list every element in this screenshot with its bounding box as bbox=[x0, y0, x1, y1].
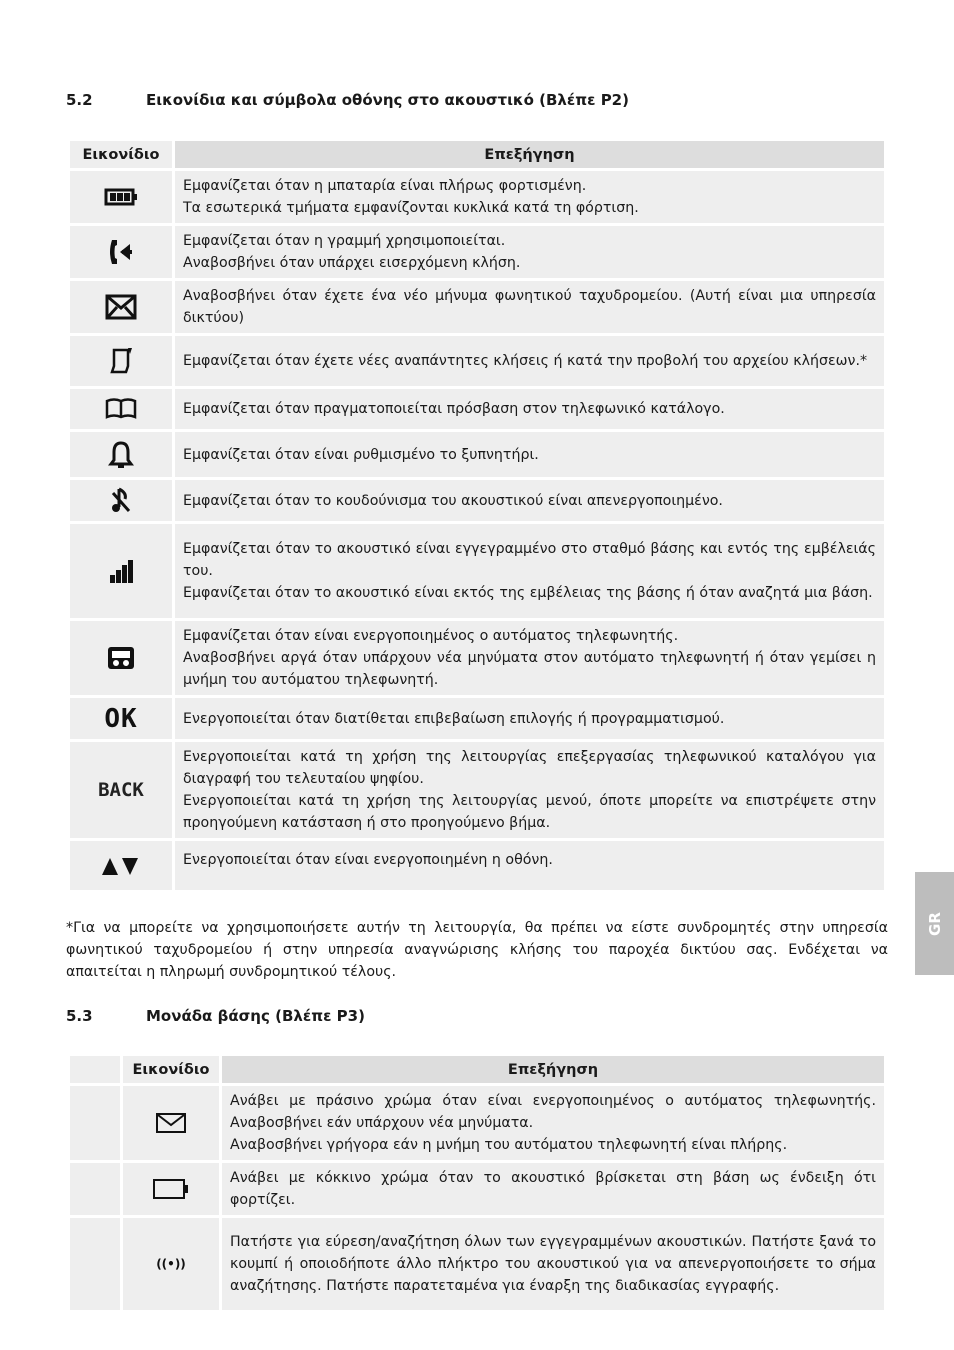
table-row bbox=[69, 1217, 886, 1312]
header-description: Επεξήγηση bbox=[221, 1055, 886, 1085]
table-row bbox=[69, 1085, 886, 1162]
section-number: 5.3 bbox=[66, 1007, 93, 1025]
description-line: Εμφανίζεται όταν το κουδούνισμα του ακουστικού είναι απενεργοποιημένο. bbox=[183, 492, 723, 509]
table-row bbox=[69, 170, 886, 225]
ringer-off-icon bbox=[69, 479, 174, 523]
base-unit-icons-table bbox=[67, 1053, 887, 1313]
paging-icon bbox=[122, 1217, 221, 1312]
back-icon-text: BACK bbox=[98, 779, 144, 801]
description-line: Αναβοσβήνει αργά όταν υπάρχουν νέα μηνύματα στον αυτόματο τηλεφωνητή ή όταν γεμίσει η μνήμη του αυτόματου τηλεφωνητή. bbox=[183, 650, 876, 688]
handset-icons-table bbox=[67, 138, 887, 893]
table-header-row bbox=[69, 140, 886, 170]
section-heading-5-3 bbox=[66, 1007, 365, 1025]
charging-battery-icon bbox=[122, 1162, 221, 1217]
description-line: Τα εσωτερικά τμήματα εμφανίζονται κυκλικά κατά τη φόρτιση. bbox=[183, 200, 639, 216]
description-line: Εμφανίζεται όταν το ακουστικό είναι εκτός της εμβέλειας της βάσης ή όταν αναζητά μια βάση. bbox=[183, 585, 873, 601]
table-row bbox=[69, 741, 886, 840]
voicemail-envelope-icon bbox=[69, 280, 174, 335]
table-row bbox=[69, 388, 886, 431]
language-tab-label: GR bbox=[925, 911, 944, 936]
header-icon: Εικονίδιο bbox=[69, 140, 174, 170]
description-line: Εμφανίζεται όταν έχετε νέες αναπάντητες κλήσεις ή κατά την προβολή του αρχείου κλήσεων.* bbox=[183, 353, 868, 369]
section-number: 5.2 bbox=[66, 91, 93, 109]
table-row bbox=[69, 523, 886, 620]
up-down-arrows-icon bbox=[69, 840, 174, 892]
table-row bbox=[69, 280, 886, 335]
header-icon: Εικονίδιο bbox=[122, 1055, 221, 1085]
table-row bbox=[69, 335, 886, 388]
table-header-row bbox=[69, 1055, 886, 1085]
description-line: Ενεργοποιείται όταν διατίθεται επιβεβαίωση επιλογής ή προγραμματισμού. bbox=[183, 710, 725, 727]
description-line: Εμφανίζεται όταν είναι ενεργοποιημένος ο αυτόματος τηλεφωνητής. bbox=[183, 628, 679, 644]
line-in-use-icon bbox=[69, 225, 174, 280]
phonebook-icon bbox=[69, 388, 174, 431]
description-line: Εμφανίζεται όταν η γραμμή χρησιμοποιείται. bbox=[183, 233, 506, 249]
description-line: Αναβοσβήνει όταν έχετε ένα νέο μήνυμα φωνητικού ταχυδρομείου. (Αυτή είναι μια υπηρεσία δικτύου) bbox=[183, 288, 876, 326]
table-row bbox=[69, 431, 886, 479]
description-line: Ανάβει με κόκκινο χρώμα όταν το ακουστικό βρίσκεται στη βάση ως ένδειξη ότι φορτίζει. bbox=[230, 1170, 876, 1208]
table-row bbox=[69, 697, 886, 741]
footnote: *Για να μπορείτε να χρησιμοποιήσετε αυτήν τη λειτουργία, θα πρέπει να είστε συνδρομητές στην υπηρεσία φωνητικού ταχυδρομείου ή στην υπηρεσία αναγνώρισης κλήσης του παροχέα δικτύου σας. Ενδέχεται να απαιτείται η πληρωμή συνδρομητικού τέλους. bbox=[66, 920, 888, 980]
ok-icon-text: OK bbox=[104, 703, 138, 734]
table-row bbox=[69, 225, 886, 280]
call-log-icon bbox=[69, 335, 174, 388]
message-envelope-icon bbox=[122, 1085, 221, 1162]
description-line: Εμφανίζεται όταν πραγματοποιείται πρόσβαση στον τηλεφωνικό κατάλογο. bbox=[183, 401, 725, 417]
paging-icon-text: ((•)) bbox=[156, 1257, 186, 1271]
description-line: Αναβοσβήνει όταν υπάρχει εισερχόμενη κλήση. bbox=[183, 255, 521, 271]
description-line: Ενεργοποιείται κατά τη χρήση της λειτουργίας επεξεργασίας τηλεφωνικού καταλόγου για διαγραφή του τελευταίου ψηφίου. bbox=[183, 749, 876, 787]
table-row bbox=[69, 620, 886, 697]
signal-strength-icon bbox=[69, 523, 174, 620]
section-title: Εικονίδια και σύμβολα οθόνης στο ακουστικό (Βλέπε P2) bbox=[146, 91, 629, 109]
table-row bbox=[69, 479, 886, 523]
description-line: Εμφανίζεται όταν η μπαταρία είναι πλήρως φορτισμένη. bbox=[183, 178, 587, 194]
section-heading-5-2 bbox=[66, 91, 629, 109]
header-description: Επεξήγηση bbox=[174, 140, 886, 170]
table-row bbox=[69, 840, 886, 892]
description-line: Εμφανίζεται όταν το ακουστικό είναι εγγεγραμμένο στο σταθμό βάσης και εντός της εμβέλειάς του. bbox=[183, 541, 876, 579]
language-side-tab bbox=[915, 872, 954, 975]
description-line: Ανάβει με πράσινο χρώμα όταν είναι ενεργοποιημένος ο αυτόματος τηλεφωνητής. Αναβοσβήνει εάν υπάρχουν νέα μηνύματα. bbox=[230, 1093, 876, 1131]
description-line: Ενεργοποιείται όταν είναι ενεργοποιημένη η οθόνη. bbox=[183, 852, 553, 868]
alarm-bell-icon bbox=[69, 431, 174, 479]
battery-full-icon bbox=[69, 170, 174, 225]
table-row bbox=[69, 1162, 886, 1217]
section-title: Μονάδα βάσης (Βλέπε P3) bbox=[146, 1007, 365, 1025]
description-line: Πατήστε για εύρεση/αναζήτηση όλων των εγγεγραμμένων ακουστικών. Πατήστε ξανά το κουμπί ή οποιοδήποτε άλλο πλήκτρο του ακουστικού για να απενεργοποιήσετε το σήμα αναζήτησης. Πατήστε παρατεταμένα για έναρξη της διαδικασίας εγγραφής. bbox=[230, 1234, 876, 1294]
description-line: Αναβοσβήνει γρήγορα εάν η μνήμη του αυτόματου τηλεφωνητή είναι πλήρης. bbox=[230, 1137, 788, 1153]
description-line: Εμφανίζεται όταν είναι ρυθμισμένο το ξυπνητήρι. bbox=[183, 446, 539, 463]
answering-machine-icon bbox=[69, 620, 174, 697]
description-line: Ενεργοποιείται κατά τη χρήση της λειτουργίας μενού, όποτε μπορείτε να επιστρέψετε στην προηγούμενη κατάσταση ή στο προηγούμενο βήμα. bbox=[183, 793, 876, 831]
ok-icon bbox=[69, 697, 174, 741]
back-icon bbox=[69, 741, 174, 840]
blank-cell bbox=[69, 1055, 122, 1085]
